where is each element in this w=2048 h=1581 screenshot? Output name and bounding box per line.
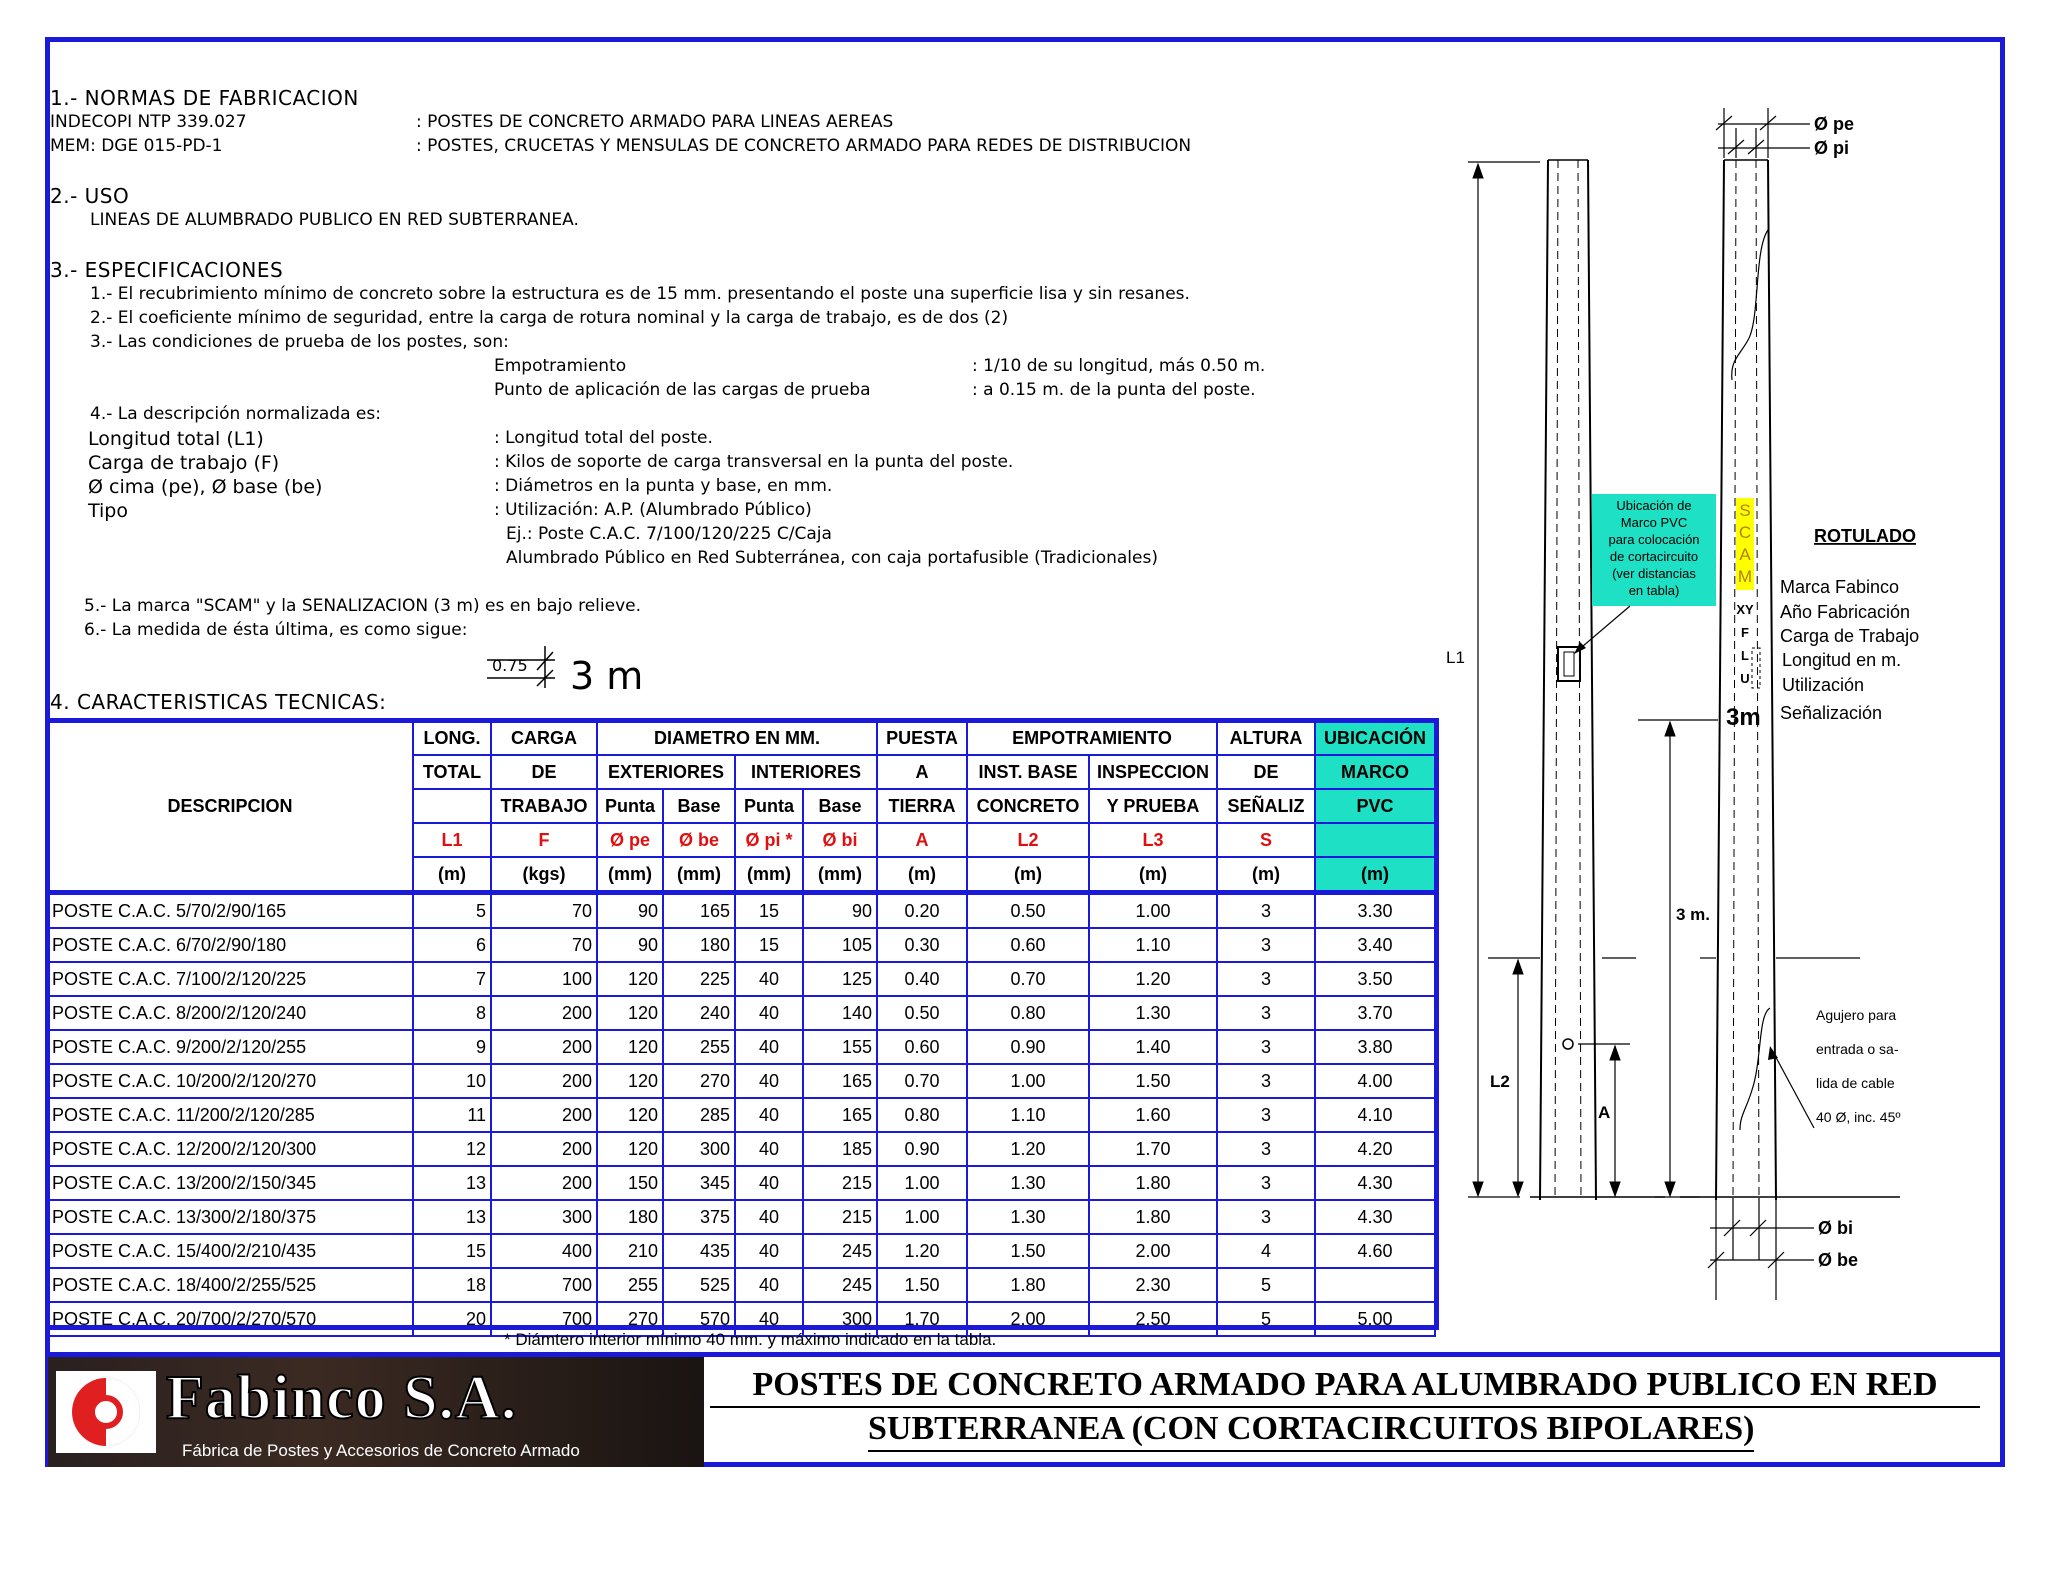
table-cell: 215 <box>803 1166 877 1200</box>
rotulado-title: ROTULADO <box>1814 526 1916 546</box>
ubicacion-note-6: en tabla) <box>1628 583 1680 598</box>
col-header-altura-5: (m) <box>1217 857 1315 893</box>
top-diameter-markers <box>1716 108 1810 158</box>
table-cell: 0.30 <box>877 928 967 962</box>
table-cell: 0.60 <box>967 928 1089 962</box>
col-header-bi-1: Base <box>803 789 877 823</box>
col-header-ubicacion-4 <box>1315 823 1435 857</box>
rotulado-item-2: Año Fabricación <box>1780 602 1911 622</box>
table-cell: 200 <box>491 1030 597 1064</box>
table-cell: 200 <box>491 1166 597 1200</box>
table-cell: 15 <box>735 893 803 929</box>
table-cell: 0.70 <box>877 1064 967 1098</box>
col-header-pi-1: Punta <box>735 789 803 823</box>
table-cell: 255 <box>597 1268 663 1302</box>
mark-small-value: 0.75 <box>492 656 528 675</box>
table-cell: 105 <box>803 928 877 962</box>
table-cell: 1.50 <box>877 1268 967 1302</box>
cell-description: POSTE C.A.C. 15/400/2/210/435 <box>47 1234 413 1268</box>
table-cell: 3.70 <box>1315 996 1435 1030</box>
table-cell: 270 <box>663 1064 735 1098</box>
footer-title-line-2: SUBTERRANEA (CON CORTACIRCUITOS BIPOLARES) <box>868 1410 1754 1452</box>
table-cell: 1.80 <box>1089 1200 1217 1234</box>
table-cell: 90 <box>803 893 877 929</box>
table-row <box>47 1132 1435 1166</box>
col-header-diametro: DIAMETRO EN MM. <box>597 721 877 755</box>
table-cell: 12 <box>413 1132 491 1166</box>
table-row <box>47 928 1435 962</box>
table-cell: 435 <box>663 1234 735 1268</box>
col-header-be-1: Base <box>663 789 735 823</box>
bottom-diameter-markers <box>1708 1198 1814 1300</box>
table-cell: 700 <box>491 1268 597 1302</box>
rotulado-code-xy: XY <box>1736 602 1754 617</box>
table-cell: 40 <box>735 1268 803 1302</box>
table-cell: 0.60 <box>877 1030 967 1064</box>
table-cell: 40 <box>735 996 803 1030</box>
table-cell: 1.20 <box>1089 962 1217 996</box>
table-cell: 1.40 <box>1089 1030 1217 1064</box>
l1-dimension <box>1468 162 1540 1197</box>
test-2-value: : a 0.15 m. de la punta del poste. <box>972 380 1256 400</box>
table-cell: 4.20 <box>1315 1132 1435 1166</box>
test-2-label: Punto de aplicación de las cargas de prueba <box>494 380 871 400</box>
spec-item-1: 1.- El recubrimiento mínimo de concreto sobre la estructura es de 15 mm. presentando el poste una superficie lisa y sin resanes. <box>90 284 1190 304</box>
table-cell: 1.00 <box>877 1200 967 1234</box>
table-cell: 1.70 <box>1089 1132 1217 1166</box>
hole-note-1: Agujero para <box>1816 1007 1897 1023</box>
cell-description: POSTE C.A.C. 13/300/2/180/375 <box>47 1200 413 1234</box>
col-header-puesta-3: TIERRA <box>877 789 967 823</box>
scam-letter-s: S <box>1739 501 1751 520</box>
col-header-exteriores: EXTERIORES <box>597 755 735 789</box>
table-cell: 2.00 <box>967 1302 1089 1336</box>
cell-description: POSTE C.A.C. 6/70/2/90/180 <box>47 928 413 962</box>
table-cell: 4.30 <box>1315 1200 1435 1234</box>
table-cell: 90 <box>597 928 663 962</box>
table-cell: 0.80 <box>967 996 1089 1030</box>
three-m-mark: 3m <box>1726 704 1761 731</box>
table-cell: 180 <box>663 928 735 962</box>
table-cell: 120 <box>597 996 663 1030</box>
table-row <box>47 1234 1435 1268</box>
section-2-heading: 2.- USO <box>50 184 130 208</box>
table-cell: 155 <box>803 1030 877 1064</box>
desc-value-3: : Diámetros en la punta y base, en mm. <box>494 476 833 496</box>
col-header-puesta-4: A <box>877 823 967 857</box>
table-cell: 0.50 <box>877 996 967 1030</box>
table-cell: 1.20 <box>967 1132 1089 1166</box>
table-cell: 570 <box>663 1302 735 1336</box>
table-cell: 40 <box>735 1166 803 1200</box>
example-line-1: Ej.: Poste C.A.C. 7/100/120/225 C/Caja <box>506 524 832 544</box>
table-cell: 1.10 <box>967 1098 1089 1132</box>
col-header-be-2: Ø be <box>663 823 735 857</box>
table-cell: 1.30 <box>1089 996 1217 1030</box>
desc-label-4: Tipo <box>88 500 128 522</box>
table-cell: 0.70 <box>967 962 1089 996</box>
col-header-carga-2: DE <box>491 755 597 789</box>
mark-big-value: 3 m <box>570 654 644 698</box>
table-cell: 3.80 <box>1315 1030 1435 1064</box>
table-cell: 40 <box>735 1098 803 1132</box>
table-cell: 8 <box>413 996 491 1030</box>
col-header-long-3 <box>413 789 491 823</box>
scam-letter-m: M <box>1737 567 1753 586</box>
table-cell: 0.20 <box>877 893 967 929</box>
table-cell: 165 <box>803 1098 877 1132</box>
norm-desc-2: : POSTES, CRUCETAS Y MENSULAS DE CONCRETO ARMADO PARA REDES DE DISTRIBUCION <box>416 136 1192 156</box>
col-header-description: DESCRIPCION <box>47 721 413 893</box>
table-row <box>47 996 1435 1030</box>
table-cell: 15 <box>735 928 803 962</box>
spec-item-4: 4.- La descripción normalizada es: <box>90 404 381 424</box>
table-cell: 375 <box>663 1200 735 1234</box>
table-cell: 270 <box>597 1302 663 1336</box>
cell-description: POSTE C.A.C. 5/70/2/90/165 <box>47 893 413 929</box>
table-cell: 200 <box>491 1064 597 1098</box>
table-cell: 215 <box>803 1200 877 1234</box>
col-header-altura-2: DE <box>1217 755 1315 789</box>
col-header-pi-3: (mm) <box>735 857 803 893</box>
table-body <box>47 893 1435 1337</box>
table-cell: 3.30 <box>1315 893 1435 929</box>
table-cell: 13 <box>413 1200 491 1234</box>
table-cell: 180 <box>597 1200 663 1234</box>
col-header-ubicacion-2: MARCO <box>1315 755 1435 789</box>
table-cell: 0.40 <box>877 962 967 996</box>
bi-label: Ø bi <box>1818 1218 1853 1238</box>
rotulado-item-5: Utilización <box>1782 675 1865 695</box>
cell-description: POSTE C.A.C. 9/200/2/120/255 <box>47 1030 413 1064</box>
table-cell: 345 <box>663 1166 735 1200</box>
table-cell: 1.30 <box>967 1166 1089 1200</box>
spec-item-2: 2.- El coeficiente mínimo de seguridad, entre la carga de rotura nominal y la carga de trabajo, es de dos (2) <box>90 308 1009 328</box>
pe-label: Ø pe <box>1814 114 1855 134</box>
table-cell: 240 <box>663 996 735 1030</box>
desc-value-2: : Kilos de soporte de carga transversal en la punta del poste. <box>494 452 1014 472</box>
table-cell: 3 <box>1217 996 1315 1030</box>
col-header-carga-5: (kgs) <box>491 857 597 893</box>
table-cell: 1.30 <box>967 1200 1089 1234</box>
table-cell: 120 <box>597 1064 663 1098</box>
table-cell: 40 <box>735 1200 803 1234</box>
spec-item-3: 3.- Las condiciones de prueba de los postes, son: <box>90 332 509 352</box>
table-cell: 11 <box>413 1098 491 1132</box>
table-cell: 3 <box>1217 1132 1315 1166</box>
col-header-pe-3: (mm) <box>597 857 663 893</box>
l2-dimension <box>1488 958 1636 1196</box>
desc-value-4: : Utilización: A.P. (Alumbrado Público) <box>494 500 812 520</box>
table-cell: 7 <box>413 962 491 996</box>
table-cell: 40 <box>735 1234 803 1268</box>
table-cell: 3 <box>1217 962 1315 996</box>
cell-description: POSTE C.A.C. 13/200/2/150/345 <box>47 1166 413 1200</box>
a-label: A <box>1598 1103 1611 1122</box>
table-row <box>47 893 1435 929</box>
table-cell: 1.00 <box>877 1166 967 1200</box>
table-cell: 0.50 <box>967 893 1089 929</box>
table-cell: 3 <box>1217 1166 1315 1200</box>
table-cell: 255 <box>663 1030 735 1064</box>
table-row <box>47 1268 1435 1302</box>
three-m-label: 3 m. <box>1676 905 1711 924</box>
rotulado-item-1: Marca Fabinco <box>1780 577 1900 597</box>
table-cell: 300 <box>491 1200 597 1234</box>
table-cell: 5 <box>413 893 491 929</box>
col-header-pi-2: Ø pi * <box>735 823 803 857</box>
company-logo <box>48 1357 704 1467</box>
table-cell: 245 <box>803 1234 877 1268</box>
logo-emblem-icon <box>56 1371 156 1453</box>
table-cell: 245 <box>803 1268 877 1302</box>
cell-description: POSTE C.A.C. 10/200/2/120/270 <box>47 1064 413 1098</box>
table-cell: 3.50 <box>1315 962 1435 996</box>
table-cell: 6 <box>413 928 491 962</box>
spec-table <box>46 720 1436 1337</box>
table-cell: 3.40 <box>1315 928 1435 962</box>
ubicacion-note-4: de cortacircuito <box>1609 549 1699 564</box>
table-cell: 200 <box>491 1098 597 1132</box>
table-cell: 165 <box>803 1064 877 1098</box>
table-cell: 90 <box>597 893 663 929</box>
table-row <box>47 962 1435 996</box>
table-cell: 120 <box>597 1030 663 1064</box>
table-row <box>47 1166 1435 1200</box>
rotulado-code-l: L <box>1741 648 1749 663</box>
col-header-l3-2: Y PRUEBA <box>1089 789 1217 823</box>
col-header-carga-1: CARGA <box>491 721 597 755</box>
rotulado-code-f: F <box>1741 625 1749 640</box>
table-cell: 3 <box>1217 893 1315 929</box>
desc-label-2: Carga de trabajo (F) <box>88 452 280 474</box>
col-header-l2-2: CONCRETO <box>967 789 1089 823</box>
table-cell: 5 <box>1217 1302 1315 1336</box>
table-cell: 40 <box>735 1302 803 1336</box>
table-cell: 70 <box>491 928 597 962</box>
table-cell: 225 <box>663 962 735 996</box>
hole-note-3: lida de cable <box>1816 1075 1895 1091</box>
table-cell: 4 <box>1217 1234 1315 1268</box>
hole-note-4: 40 Ø, inc. 45º <box>1816 1109 1901 1125</box>
col-header-puesta-2: A <box>877 755 967 789</box>
table-cell: 400 <box>491 1234 597 1268</box>
table-cell: 4.10 <box>1315 1098 1435 1132</box>
table-cell: 1.50 <box>1089 1064 1217 1098</box>
col-header-long-4: L1 <box>413 823 491 857</box>
table-cell: 185 <box>803 1132 877 1166</box>
table-cell: 200 <box>491 996 597 1030</box>
cell-description: POSTE C.A.C. 12/200/2/120/300 <box>47 1132 413 1166</box>
table-cell: 700 <box>491 1302 597 1336</box>
col-header-bi-3: (mm) <box>803 857 877 893</box>
col-header-ubicacion-5: (m) <box>1315 857 1435 893</box>
table-cell: 2.00 <box>1089 1234 1217 1268</box>
hole-note-2: entrada o sa- <box>1816 1041 1899 1057</box>
table-cell: 70 <box>491 893 597 929</box>
table-cell: 4.00 <box>1315 1064 1435 1098</box>
table-cell: 4.60 <box>1315 1234 1435 1268</box>
col-header-l3-1: INSPECCION <box>1089 755 1217 789</box>
table-cell: 4.30 <box>1315 1166 1435 1200</box>
table-cell: 0.90 <box>967 1030 1089 1064</box>
cell-description: POSTE C.A.C. 18/400/2/255/525 <box>47 1268 413 1302</box>
be-label: Ø be <box>1818 1250 1859 1270</box>
table-cell: 3 <box>1217 1064 1315 1098</box>
table-row <box>47 1064 1435 1098</box>
table-cell: 15 <box>413 1234 491 1268</box>
table-cell: 1.20 <box>877 1234 967 1268</box>
desc-label-1: Longitud total (L1) <box>88 428 264 450</box>
ubicacion-note-5: (ver distancias <box>1612 566 1696 581</box>
spec-item-5: 5.- La marca "SCAM" y la SENALIZACION (3 m) es en bajo relieve. <box>84 596 641 616</box>
table-cell: 150 <box>597 1166 663 1200</box>
table-cell: 40 <box>735 1132 803 1166</box>
l1-label: L1 <box>1446 648 1465 667</box>
rotulado-item-4: Longitud en m. <box>1782 650 1902 670</box>
col-header-long-1: LONG. <box>413 721 491 755</box>
col-header-altura-4: S <box>1217 823 1315 857</box>
section-3-heading: 3.- ESPECIFICACIONES <box>50 258 284 282</box>
table-row <box>47 1200 1435 1234</box>
col-header-be-3: (mm) <box>663 857 735 893</box>
table-cell: 1.80 <box>967 1268 1089 1302</box>
table-cell: 100 <box>491 962 597 996</box>
col-header-carga-4: F <box>491 823 597 857</box>
table-cell: 3 <box>1217 928 1315 962</box>
logo-name: Fabinco S.A. <box>166 1364 518 1432</box>
table-cell: 210 <box>597 1234 663 1268</box>
col-header-ubicacion-1: UBICACIÓN <box>1315 721 1435 755</box>
table-cell: 0.80 <box>877 1098 967 1132</box>
table-cell: 0.90 <box>877 1132 967 1166</box>
table-cell: 140 <box>803 996 877 1030</box>
table-cell: 120 <box>597 1132 663 1166</box>
table-footnote: * Diámtero interior mínimo 40 mm. y máximo indicado en la tabla. <box>504 1330 997 1349</box>
table-cell: 2.30 <box>1089 1268 1217 1302</box>
ubicacion-note-2: Marco PVC <box>1620 515 1688 530</box>
table-cell: 120 <box>597 962 663 996</box>
desc-label-3: Ø cima (pe), Ø base (be) <box>88 476 323 498</box>
section-1-heading: 1.- NORMAS DE FABRICACION <box>50 86 359 110</box>
col-header-long-2: TOTAL <box>413 755 491 789</box>
spec-item-6: 6.- La medida de ésta última, es como sigue: <box>84 620 468 640</box>
test-1-label: Empotramiento <box>494 356 627 376</box>
table-row <box>47 1030 1435 1064</box>
table-cell: 10 <box>413 1064 491 1098</box>
col-header-ubicacion-3: PVC <box>1315 789 1435 823</box>
col-header-carga-3: TRABAJO <box>491 789 597 823</box>
table-cell: 20 <box>413 1302 491 1336</box>
norm-desc-1: : POSTES DE CONCRETO ARMADO PARA LINEAS AEREAS <box>416 112 894 132</box>
desc-value-1: : Longitud total del poste. <box>494 428 713 448</box>
col-header-altura-3: SEÑALIZ <box>1217 789 1315 823</box>
rotulado-item-3: Carga de Trabajo <box>1780 626 1920 646</box>
scam-letter-a: A <box>1739 545 1751 564</box>
table-cell: 2.50 <box>1089 1302 1217 1336</box>
rotulado-code-u: U <box>1740 671 1750 686</box>
cell-description: POSTE C.A.C. 7/100/2/120/225 <box>47 962 413 996</box>
test-1-value: : 1/10 de su longitud, más 0.50 m. <box>972 356 1266 376</box>
table-cell: 1.10 <box>1089 928 1217 962</box>
table-cell: 1.00 <box>967 1064 1089 1098</box>
cell-description: POSTE C.A.C. 20/700/2/270/570 <box>47 1302 413 1336</box>
use-text: LINEAS DE ALUMBRADO PUBLICO EN RED SUBTERRANEA. <box>90 210 579 230</box>
col-header-puesta-1: PUESTA <box>877 721 967 755</box>
table-cell: 9 <box>413 1030 491 1064</box>
table-cell: 18 <box>413 1268 491 1302</box>
col-header-l3-3: L3 <box>1089 823 1217 857</box>
scam-letter-c: C <box>1738 523 1752 542</box>
table-cell: 1.70 <box>877 1302 967 1336</box>
footer-title-line-1: POSTES DE CONCRETO ARMADO PARA ALUMBRADO PUBLICO EN RED <box>710 1366 1980 1408</box>
col-header-l2-1: INST. BASE <box>967 755 1089 789</box>
l2-label: L2 <box>1490 1072 1510 1091</box>
logo-subtitle: Fábrica de Postes y Accesorios de Concreto Armado <box>182 1441 580 1460</box>
col-header-puesta-5: (m) <box>877 857 967 893</box>
table-cell: 5.00 <box>1315 1302 1435 1336</box>
table-cell: 40 <box>735 1064 803 1098</box>
pi-label: Ø pi <box>1814 138 1849 158</box>
table-cell: 165 <box>663 893 735 929</box>
rotulado-item-6: Señalización <box>1780 703 1883 723</box>
table-cell: 525 <box>663 1268 735 1302</box>
col-header-bi-2: Ø bi <box>803 823 877 857</box>
table-cell <box>1315 1268 1435 1302</box>
pole-drawing <box>1440 100 1960 1320</box>
table-cell: 5 <box>1217 1268 1315 1302</box>
cell-description: POSTE C.A.C. 8/200/2/120/240 <box>47 996 413 1030</box>
table-cell: 300 <box>663 1132 735 1166</box>
col-header-l3-4: (m) <box>1089 857 1217 893</box>
table-cell: 3 <box>1217 1200 1315 1234</box>
table-cell: 3 <box>1217 1030 1315 1064</box>
table-cell: 1.60 <box>1089 1098 1217 1132</box>
table-cell: 40 <box>735 1030 803 1064</box>
norm-code-1: INDECOPI NTP 339.027 <box>50 112 247 132</box>
norm-code-2: MEM: DGE 015-PD-1 <box>50 136 223 156</box>
col-header-pe-1: Punta <box>597 789 663 823</box>
table-cell: 120 <box>597 1098 663 1132</box>
col-header-l2-4: (m) <box>967 857 1089 893</box>
table-cell: 200 <box>491 1132 597 1166</box>
table-cell: 1.50 <box>967 1234 1089 1268</box>
table-cell: 285 <box>663 1098 735 1132</box>
col-header-long-5: (m) <box>413 857 491 893</box>
ubicacion-note-1: Ubicación de <box>1616 498 1692 513</box>
table-cell: 300 <box>803 1302 877 1336</box>
col-header-l2-3: L2 <box>967 823 1089 857</box>
table-cell: 125 <box>803 962 877 996</box>
table-cell: 1.00 <box>1089 893 1217 929</box>
col-header-altura-1: ALTURA <box>1217 721 1315 755</box>
cell-description: POSTE C.A.C. 11/200/2/120/285 <box>47 1098 413 1132</box>
ubicacion-note-3: para colocación <box>1608 532 1700 547</box>
table-cell: 13 <box>413 1166 491 1200</box>
col-header-empotramiento: EMPOTRAMIENTO <box>967 721 1217 755</box>
example-line-2: Alumbrado Público en Red Subterránea, con caja portafusible (Tradicionales) <box>506 548 1158 568</box>
section-4-heading: 4. CARACTERISTICAS TECNICAS: <box>50 690 387 714</box>
table-cell: 1.80 <box>1089 1166 1217 1200</box>
col-header-interiores: INTERIORES <box>735 755 877 789</box>
table-cell: 3 <box>1217 1098 1315 1132</box>
table-cell: 40 <box>735 962 803 996</box>
col-header-pe-2: Ø pe <box>597 823 663 857</box>
table-row <box>47 1098 1435 1132</box>
